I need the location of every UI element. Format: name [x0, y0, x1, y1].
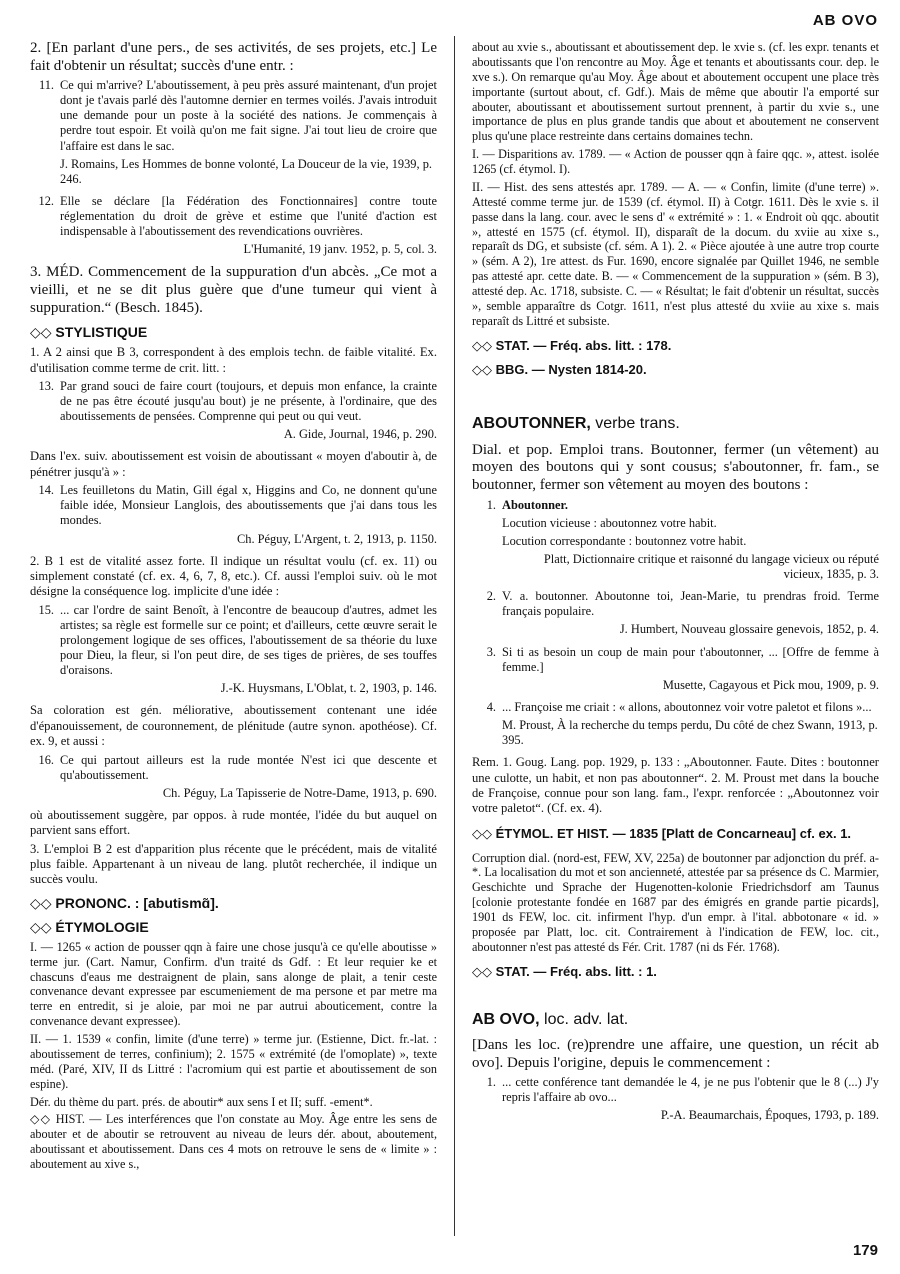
example-reference: Ch. Péguy, La Tapisserie de Notre-Dame, 1913, p. 690. [162, 785, 437, 800]
headword: AB OVO, [472, 1010, 540, 1028]
ab-ovo-definition: [Dans les loc. (re)prendre une affaire, une question, un récit ab ovo]. Depuis l'origine, depuis le commencement : [472, 1037, 879, 1071]
example-reference: J. Humbert, Nouveau glossaire genevois, 1852, p. 4. [619, 622, 879, 637]
entry-ab-ovo-title [472, 1010, 879, 1030]
example-line-1: Locution vicieuse : aboutonnez votre habit. [502, 515, 717, 530]
example-reference: M. Proust, À la recherche du temps perdu, Du côté de chez Swann, 1913, p. 395. [502, 718, 878, 748]
example-number: 12. [38, 193, 54, 208]
stylistique-ou: où aboutissement suggère, par oppos. à rude montée, l'idée du but auquel on parvient sans effort. [30, 807, 437, 838]
ab-ovo-example-1 [472, 1075, 879, 1126]
example-reference: Musette, Cagayous et Pick mou, 1909, p. 9. [662, 677, 879, 692]
example-number: 15. [38, 602, 54, 617]
aboutonner-example-3 [472, 645, 879, 696]
example-line-2: Locution correspondante : boutonnez votre habit. [502, 533, 747, 548]
disparitions-para: I. — Disparitions av. 1789. — « Action de pousser qqn à faire qqc. », attest. isolée 1265 (cf. étymol. I). [472, 147, 879, 176]
example-number: 16. [38, 752, 54, 767]
example-number: 4. [486, 699, 496, 714]
example-number: 1. [486, 497, 496, 512]
example-16 [30, 753, 437, 804]
example-text: V. a. boutonner. Aboutonne toi, Jean-Marie, tu prendras froid. Terme français populaire. [502, 589, 879, 619]
example-reference: L'Humanité, 19 janv. 1952, p. 5, col. 3. [243, 242, 437, 257]
aboutonner-remarque: Rem. 1. Goug. Lang. pop. 1929, p. 133 : „Aboutonner. Faute. Dites : boutonner une culotte, un habit, et non pas aboutonner“. 2. M. Proust met dans la bouche de Françoise, connue pour son lang. fam., l'expr. renforcée : „Aboutonnez voir votre paletot“. (Cf. ex. 4). [472, 755, 879, 816]
sense-3-med: 3. MÉD. Commencement de la suppuration d'un abcès. „Ce mot a vieilli, et ne se dit plus guère que d'une tumeur qui vient à suppuration.“ (Besch. 1845). [30, 264, 437, 316]
page-number: 179 [852, 1241, 878, 1259]
stylistique-para-3: 3. L'emploi B 2 est d'apparition plus récente que le précédent, mais de vitalité plus faible. Appartenant à un niveau de lang. plutôt recherchée, il indique un succès voulu. [30, 841, 437, 887]
etymologie-heading: ◇◇ ÉTYMOLOGIE [30, 918, 149, 935]
example-14 [30, 483, 437, 550]
right-column [472, 40, 879, 1131]
histoire-sens-para: II. — Hist. des sens attestés apr. 1789. — A. — « Confin, limite (d'une terre) ». Attesté comme terme jur. de 1539 (cf. étymol. II) à Cotgr. 1611. Dès le xvie s. il passe dans la lang. cour. avec le sens d' « extrémité » : 1. « Endroit où qqc. aboutit », attesté en 1575 (cf. étymol. II), disparaît de la docum. du xviie au xixe s., reparaît ds DG, et subsiste (cf. sém. A 1). 2. « Pièce ajoutée à une autre trop courte » (sém. A 2), 1re attest. ds Fur. 1690, encore signalée par Quillet 1946, ne semble pas attesté apr. cette date. B. — « Commencement de la suppuration » (sém. B 3), attesté dep. Ac. 1718, subsiste. C. — « Résultat; le fait d'obtenir un résultat, succès », semble apparaître ds Cotgr. 1611, n'est plus attesté du xviie au xixe s. mais reparaît ds Littré et subsiste. [472, 179, 879, 328]
aboutonner-definition: Dial. et pop. Emploi trans. Boutonner, fermer (un vêtement) au moyen des boutons qui y sont cousus; s'aboutonner, fr. fam., se boutonner, fermer son vêtement au moyen des boutons : [472, 441, 879, 493]
bbg-line: ◇◇ BBG. — Nysten 1814-20. [472, 362, 647, 378]
aboutonner-example-2 [472, 589, 879, 640]
example-reference: P.-A. Beaumarchais, Époques, 1793, p. 189. [660, 1108, 879, 1123]
example-reference: Ch. Péguy, L'Argent, t. 2, 1913, p. 1150. [236, 531, 437, 546]
example-12 [30, 194, 437, 261]
example-15 [30, 603, 437, 700]
example-text: Ce qui m'arrive? L'aboutissement, à peu près assuré maintenant, d'un projet dont je t'avais parlé dès l'automne dernier en termes voilés. J'avais introduit une demande pour un poste à la société des nations. Je commençais à perdre tout espoir. Et voilà qu'on me fait signe. J'ai tout lieu de croire que l'affaire est dans le sac. [60, 78, 437, 153]
part-of-speech: loc. adv. lat. [544, 1010, 629, 1028]
historique-continuation: about au xvie s., aboutissant et aboutissement dep. le xvie s. (cf. les expr. tenants et aboutissants que l'on rencontre au Moy. Âge et tenants et aboutissants cour. dep. le xve s.). On remarque qu'au Moy. Âge about et aboutement occupent une place très importante (surtout about, cf. Gdf.). Mais de même que aboutir l'a emporté sur abouter, aboutissant et aboutissement surtout prennent, à partir du xvie s., une importance de plus en plus grande tandis que about et aboutement ne conservent plus qu'une place restreinte dans certains domaines techn. [472, 40, 879, 144]
example-reference: J. Romains, Les Hommes de bonne volonté, La Douceur de la vie, 1939, p. 246. [60, 156, 432, 186]
example-number: 13. [38, 378, 54, 393]
example-number: 14. [38, 483, 54, 498]
example-number: 11. [38, 78, 54, 93]
example-headword: Aboutonner. [502, 497, 568, 512]
aboutonner-etym-heading: ◇◇ ÉTYMOL. ET HIST. — 1835 [Platt de Concarneau] cf. ex. 1. [472, 825, 852, 841]
example-text: Elle se déclare [la Fédération des Fonctionnaires] contre toute réglementation du droit de grève et estime que l'unité d'action est indispensable à l'aboutissement des revendications ouvrières. [60, 193, 437, 239]
example-number: 1. [486, 1075, 496, 1090]
stat-frequency-2: ◇◇ STAT. — Fréq. abs. litt. : 1. [472, 963, 657, 979]
part-of-speech: verbe trans. [595, 415, 680, 433]
example-reference: J.-K. Huysmans, L'Oblat, t. 2, 1903, p. 146. [220, 681, 437, 696]
example-text: ... cette conférence tant demandée le 4, je ne pus l'obtenir que le 8 (...) J'y repris l'affaire ab ovo... [502, 1075, 879, 1105]
entry-aboutonner-title [472, 414, 879, 434]
example-number: 3. [486, 644, 496, 659]
left-column [30, 40, 437, 1175]
prononciation-heading: ◇◇ PRONONC. : [abutismɑ̃]. [30, 894, 219, 911]
running-head: AB OVO [812, 12, 878, 29]
etymologie-derivation: Dér. du thème du part. prés. de aboutir* aux sens I et II; suff. -ement*. [30, 1094, 373, 1109]
sense-2: 2. [En parlant d'une pers., de ses activités, de ses projets, etc.] Le fait d'obtenir un résultat; succès d'une entr. : [30, 40, 437, 74]
stat-frequency-1: ◇◇ STAT. — Fréq. abs. litt. : 178. [472, 337, 672, 353]
example-text: Si ti as besoin un coup de main pour t'aboutonner, ... [Offre de femme à femme.] [502, 644, 879, 674]
stylistique-heading: ◇◇ STYLISTIQUE [30, 324, 148, 341]
etymologie-para-2: II. — 1. 1539 « confin, limite (d'une terre) » terme jur. (Estienne, Dict. fr.-lat. : aboutissement de terres, confinium); 2. 1575 « extrémité (de l'omoplate) », texte méd. (Paré, XIV, II ds Littré : l'acromium qui est partie et aboutissement de son espine). [30, 1032, 437, 1091]
column-divider [454, 36, 455, 1236]
stylistique-para-1: 1. A 2 ainsi que B 3, correspondent à des emplois techn. de faible vitalité. Ex. d'utilisation comme terme de crit. litt. : [30, 345, 437, 375]
example-reference: Platt, Dictionnaire critique et raisonné du langage vicieux ou réputé vicieux, 1835, p. 3. [543, 551, 879, 581]
stylistique-coloration: Sa coloration est gén. méliorative, aboutissement contenant une idée d'épanouissement, de couronnement, de plénitude (autre synon. apothéose). Cf. ex. 9, et aussi : [30, 703, 437, 749]
example-text: ... car l'ordre de saint Benoît, à l'encontre de beaucoup d'autres, admet les artistes; sa règle est formelle sur ce point; et d'ailleurs, cette œuvre serait le prolongement logique de ses offices, l'aboutissement de sa théorie du luxe pour Dieu, la fleur, si l'on peut dire, de ses tiges de prières, de ses touffes d'oraisons. [60, 602, 437, 678]
example-text: Par grand souci de faire court (toujours, et depuis mon enfance, la crainte de ne pas être écouté jusqu'au bout) je ne présente, à l'ordinaire, que des aboutissements de pensées. Comprenne qui peut ou qui veut. [60, 378, 437, 424]
historique-para: ◇◇ HIST. — Les interférences que l'on constate au Moy. Âge entre les sens de abouter et de aboutir se retrouvent au niveau de leurs dér. about, aboutement, aboutissant et aboutissement. Dans ces 4 mots on retrouve le sens de « limite » : aboutement au xive s., [30, 1112, 437, 1172]
stylistique-para-dans: Dans l'ex. suiv. aboutissement est voisin de aboutissant « moyen d'aboutir à, de pénétrer jusqu'à » : [30, 449, 437, 479]
example-11 [30, 78, 437, 190]
example-13 [30, 379, 437, 446]
aboutonner-etym-text: Corruption dial. (nord-est, FEW, XV, 225a) de boutonner par adjonction du préf. a-*. La localisation du mot et son ancienneté, attestée par sa présence ds C. Marmier, Geschichte und Sprache der Hugenotten-kolonie Friedrichsdorf am Taunus [colonie protestante fondée en 1687 par des émigrés en grande partie picards], 1901 ds FEW, loc. cit. infirment l'hyp. d'un empr. à l'ital. abbotonare « id. » proposée par Platt, loc. cit. Contrairement à l'indication de FEW, loc. cit., aboutonner n'est pas attesté ds Fér. Crit. 1787 (ni ds Fér. 1768). [472, 850, 879, 954]
headword: ABOUTONNER, [472, 415, 591, 433]
stylistique-para-2: 2. B 1 est de vitalité assez forte. Il indique un résultat voulu (cf. ex. 11) ou simplement constaté (cf. ex. 4, 6, 7, 8, etc.). Cf. aussi l'emploi suiv. où le mot désigne la conséquence log. implicite d'une idée : [30, 553, 437, 599]
example-text: ... Françoise me criait : « allons, aboutonnez voir votre paletot et filons »... [502, 699, 872, 714]
example-text: Les feuilletons du Matin, Gill égal x, Higgins and Co, ne donnent qu'une faible idée, Monsieur Langlois, des aboutissements que j'ai dans tous les mondes. [60, 483, 437, 528]
example-number: 2. [486, 589, 496, 604]
etymologie-para-1: I. — 1265 « action de pousser qqn à faire une chose jusqu'à ce qu'elle aboutisse » terme jur. (Cart. Namur, Confirm. d'un traité ds Gdf. : Et leur requier ke et chascuns d'eaus me destraignent de plain, sans alonge de plait, a tenir ceste convenance devant expressee par escumeniement de ma persone et par metre ma terre en entredit, si je aloie, par moi ne par autrui abouticement, contre la convenance devant expressee). [30, 939, 437, 1029]
example-text: Ce qui partout ailleurs est la rude montée N'est ici que descente et qu'aboutissement. [60, 752, 437, 782]
example-reference: A. Gide, Journal, 1946, p. 290. [283, 427, 437, 442]
aboutonner-example-1 [472, 498, 879, 586]
aboutonner-example-4 [472, 700, 879, 751]
